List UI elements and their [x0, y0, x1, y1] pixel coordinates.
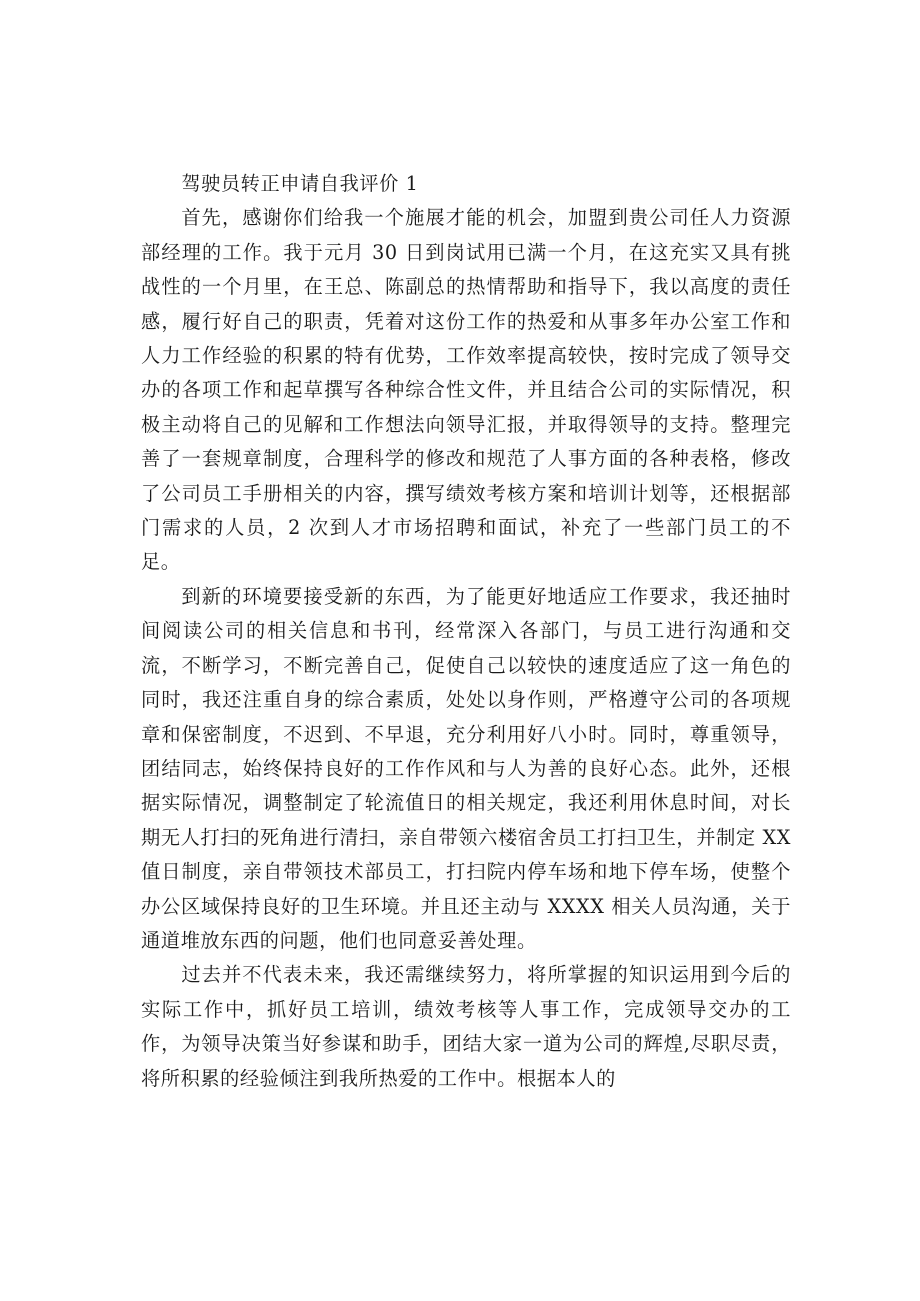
document-body: [141, 167, 791, 1096]
paragraph-2: 到新的环境要接受新的东西，为了能更好地适应工作要求，我还抽时间阅读公司的相关信息和书刊，经常深入各部门，与员工进行沟通和交流，不断学习，不断完善自己，促使自己以较快的速度适应了这一角色的同时，我还注重自身的综合素质，处处以身作则，严格遵守公司的各项规章和保密制度，不迟到、不早退，充分利用好八小时。同时，尊重领导，团结同志，始终保持良好的工作作风和与人为善的良好心态。此外，还根据实际情况，调整制定了轮流值日的相关规定，我还利用休息时间，对长期无人打扫的死角进行清扫，亲自带领六楼宿舍员工打扫卫生，并制定 XX 值日制度，亲自带领技术部员工，打扫院内停车场和地下停车场，使整个办公区域保持良好的卫生环境。并且还主动与 XXXX 相关人员沟通，关于通道堆放东西的问题，他们也同意妥善处理。: [141, 584, 791, 952]
document-title: 驾驶员转正申请自我评价 1: [181, 172, 419, 195]
paragraph-1: 首先，感谢你们给我一个施展才能的机会，加盟到贵公司任人力资源部经理的工作。我于元月 30 日到岗试用已满一个月，在这充实又具有挑战性的一个月里，在王总、陈副总的热情帮助和指导下，我以高度的责任感，履行好自己的职责，凭着对这份工作的热爱和从事多年办公室工作和人力工作经验的积累的特有优势，工作效率提高较快，按时完成了领导交办的各项工作和起草撰写各种综合性文件，并且结合公司的实际情况，积极主动将自己的见解和工作想法向领导汇报，并取得领导的支持。整理完善了一套规章制度，合理科学的修改和规范了人事方面的各种表格，修改了公司员工手册相关的内容，撰写绩效考核方案和培训计划等，还根据部门需求的人员，2 次到人才市场招聘和面试，补充了一些部门员工的不足。: [141, 206, 791, 574]
paragraph-3: 过去并不代表未来，我还需继续努力，将所掌握的知识运用到今后的实际工作中，抓好员工培训，绩效考核等人事工作，完成领导交办的工作，为领导决策当好参谋和助手，团结大家一道为公司的辉煌,尽职尽责，将所积累的经验倾注到我所热爱的工作中。根据本人的: [141, 963, 791, 1090]
